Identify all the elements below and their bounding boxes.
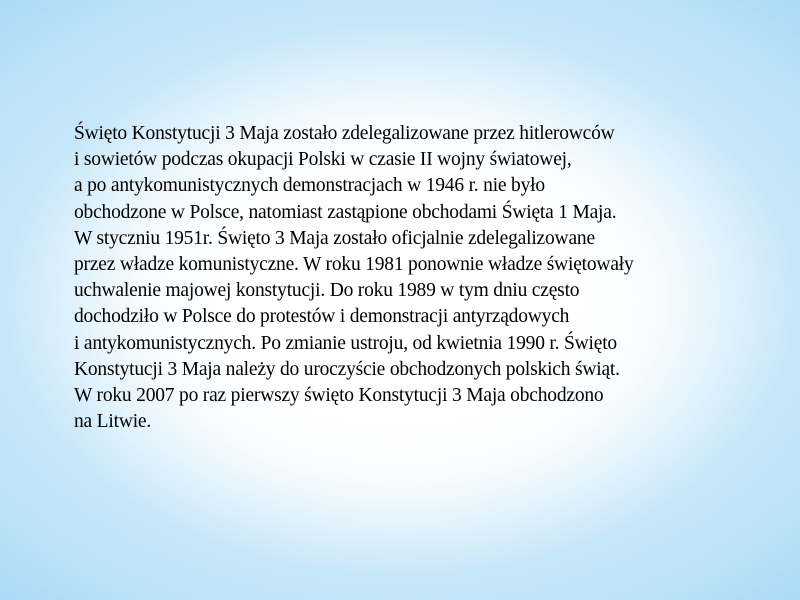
- text-line: a po antykomunistycznych demonstracjach w 1946 r. nie było: [74, 175, 545, 197]
- text-line: W styczniu 1951r. Święto 3 Maja zostało oficjalnie zdelegalizowane: [74, 227, 595, 249]
- text-line: przez władze komunistyczne. W roku 1981 ponownie władze świętowały: [74, 254, 634, 276]
- text-line: dochodziło w Polsce do protestów i demonstracji antyrządowych: [74, 306, 570, 328]
- slide-body-text: [74, 121, 764, 435]
- text-line: i antykomunistycznych. Po zmianie ustroju, od kwietnia 1990 r. Święto: [74, 332, 617, 354]
- text-line: na Litwie.: [74, 411, 152, 433]
- text-line: i sowietów podczas okupacji Polski w czasie II wojny światowej,: [74, 149, 572, 171]
- text-line: W roku 2007 po raz pierwszy święto Konstytucji 3 Maja obchodzono: [74, 385, 604, 407]
- text-line: uchwalenie majowej konstytucji. Do roku 1989 w tym dniu często: [74, 280, 580, 302]
- text-line: Konstytucji 3 Maja należy do uroczyście obchodzonych polskich świąt.: [74, 358, 620, 380]
- text-line: Święto Konstytucji 3 Maja zostało zdelegalizowane przez hitlerowców: [74, 123, 615, 144]
- text-line: obchodzone w Polsce, natomiast zastąpione obchodami Święta 1 Maja.: [74, 201, 617, 223]
